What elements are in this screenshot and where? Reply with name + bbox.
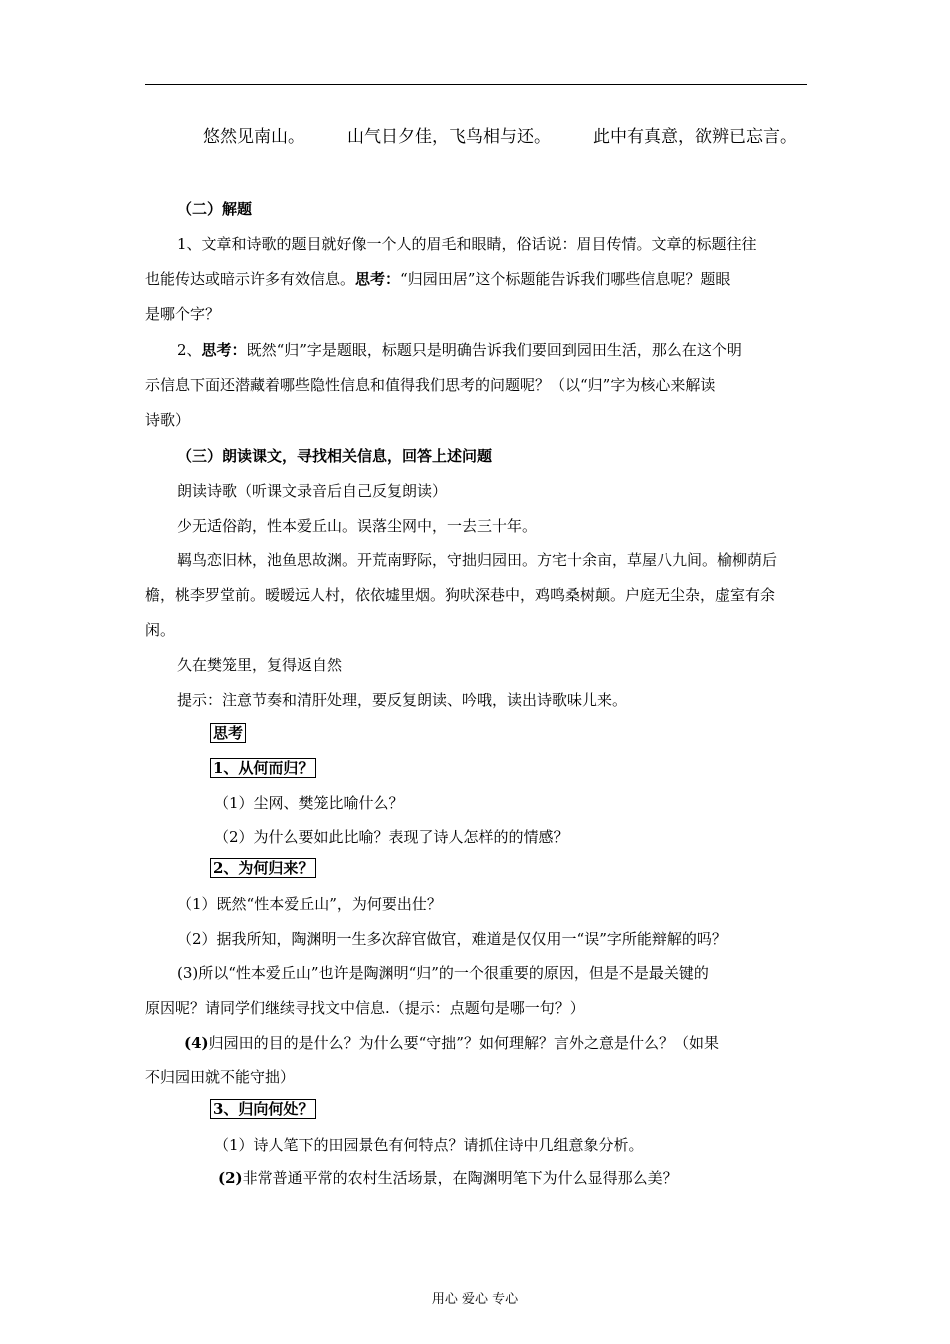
verse-2-line2: 檐，桃李罗堂前。暧暧远人村，依依墟里烟。狗吠深巷中，鸡鸣桑树颠。户庭无尘杂，虚室有余 [145, 586, 776, 604]
q2-title [210, 858, 316, 878]
section2-p2-line2: 示信息下面还潜藏着哪些隐性信息和值得我们思考的问题呢？（以“归”字为核心来解读 [145, 376, 716, 394]
p2-num: 2、 [177, 341, 202, 359]
q2-item-4-text: 归园田的目的是什么？为什么要“守拙”？如何理解？言外之意是什么？（如果 [208, 1034, 719, 1052]
q2-title-box: 2、为何归来？ [210, 858, 316, 878]
q3-title-box: 3、归向何处？ [210, 1099, 316, 1119]
section2-p1-line1: 1、文章和诗歌的题目就好像一个人的眉毛和眼睛，俗话说：眉目传情。文章的标题往往 [177, 235, 757, 253]
page-footer: 用心 爱心 专心 [431, 1292, 519, 1307]
verse-3: 久在樊笼里，复得返自然 [177, 656, 343, 674]
q1-item-2: （2）为什么要如此比喻？表现了诗人怎样的的情感？ [214, 828, 569, 846]
p2-think-label: 思考： [201, 341, 247, 359]
section2-p1-line2 [145, 269, 730, 289]
q2-item-2: （2）据我所知，陶渊明一生多次辞官做官，难道是仅仅用一“误”字所能辩解的吗？ [177, 930, 727, 948]
think-label-box: 思考 [210, 723, 246, 743]
poem-line [203, 127, 797, 147]
section2-p2-line1 [177, 340, 742, 360]
q1-title [210, 758, 316, 778]
reading-tip: 提示：注意节奏和清肝处理，要反复朗读、吟哦，读出诗歌味儿来。 [177, 691, 628, 709]
p1-line2-text-a: 也能传达或暗示许多有效信息。 [145, 270, 356, 288]
section2-p2-line3: 诗歌） [145, 411, 191, 429]
p1-think-label: 思考： [355, 270, 401, 288]
verse-1: 少无适俗韵，性本爱丘山。误落尘网中，一去三十年。 [177, 517, 538, 535]
q1-item-1: （1）尘网、樊笼比喻什么？ [214, 794, 404, 812]
section2-p1-line3: 是哪个字？ [145, 305, 221, 323]
q1-title-box: 1、从何而归？ [210, 758, 316, 778]
q3-item-2-text: 非常普通平常的农村生活场景，在陶渊明笔下为什么显得那么美？ [242, 1169, 678, 1187]
p1-line2-text-b: “归园田居”这个标题能告诉我们哪些信息呢？题眼 [400, 270, 731, 288]
poem-part-2: 山气日夕佳，飞鸟相与还。 [347, 127, 551, 147]
think-label [210, 723, 246, 743]
q3-item-2-num: (2) [218, 1169, 243, 1187]
p2-line1-text: 既然“归”字是题眼，标题只是明确告诉我们要回到园田生活，那么在这个明 [246, 341, 742, 359]
q3-item-1: （1）诗人笔下的田园景色有何特点？请抓住诗中几组意象分析。 [214, 1136, 644, 1154]
read-note: 朗读诗歌（听课文录音后自己反复朗读） [177, 482, 448, 500]
q2-item-4-num: (4) [184, 1034, 209, 1052]
q2-item-1: （1）既然“性本爱丘山”，为何要出仕？ [177, 895, 442, 913]
section3-heading: （三）朗读课文，寻找相关信息，回答上述问题 [177, 447, 493, 465]
q2-item-4-line1 [184, 1033, 719, 1053]
verse-2-line3: 闲。 [145, 621, 176, 639]
poem-part-1: 悠然见南山。 [203, 127, 305, 147]
q3-item-2 [218, 1168, 678, 1188]
verse-2-line1: 羁鸟恋旧林，池鱼思故渊。开荒南野际，守拙归园田。方宅十余亩，草屋八九间。榆柳荫后 [177, 551, 778, 569]
header-rule [145, 84, 807, 85]
q2-item-3-line1: (3)所以“性本爱丘山”也许是陶渊明“归”的一个很重要的原因，但是不是最关键的 [177, 964, 709, 982]
poem-part-3: 此中有真意，欲辨已忘言。 [593, 127, 797, 147]
q2-item-3-line2: 原因呢？请同学们继续寻找文中信息.（提示：点题句是哪一句？） [145, 999, 585, 1017]
q2-item-4-line2: 不归园田就不能守拙） [145, 1068, 296, 1086]
q3-title [210, 1099, 316, 1119]
section2-heading: （二）解题 [177, 200, 253, 218]
